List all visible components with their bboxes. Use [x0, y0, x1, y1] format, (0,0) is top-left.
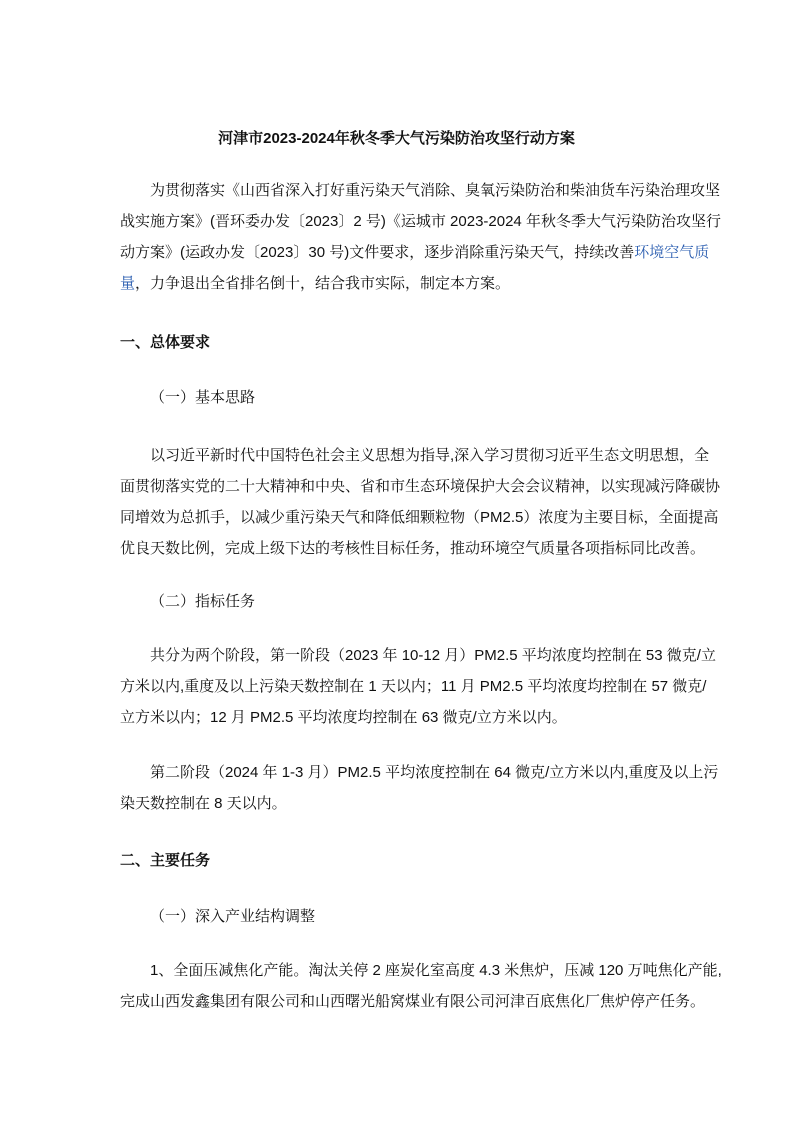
air-quality-link[interactable]: 环境空气质: [634, 244, 710, 261]
text-line: 面贯彻落实党的二十大精神和中央、省和市生态环境保护大会会议精神，以实现减污降碳协: [120, 478, 721, 495]
text-line: 立方米以内；12 月 PM2.5 平均浓度均控制在 63 微克/立方米以内。: [120, 709, 567, 726]
air-quality-link[interactable]: 量: [120, 275, 136, 292]
paragraph: [120, 446, 721, 570]
intro-paragraph: [120, 181, 721, 305]
document-title: 河津市2023-2024年秋冬季大气污染防治攻坚行动方案: [218, 130, 575, 147]
text-line: [120, 274, 690, 305]
section-heading: 二、主要任务: [120, 852, 211, 869]
text-line: 为贯彻落实《山西省深入打好重污染天气消除、臭氧污染防治和柴油货车污染治理攻坚: [150, 182, 721, 199]
text-line: 方米以内,重度及以上污染天数控制在 1 天以内；11 月 PM2.5 平均浓度均控制在 57 微克/: [120, 678, 707, 695]
text-line: 完成山西发鑫集团有限公司和山西曙光船窝煤业有限公司河津百底焦化厂焦炉停产任务。: [120, 993, 706, 1010]
text-line: [120, 243, 710, 274]
subsection-heading: （一）深入产业结构调整: [150, 908, 316, 925]
text-line: 优良天数比例，完成上级下达的考核性目标任务，推动环境空气质量各项指标同比改善。: [120, 540, 706, 557]
text-line: 同增效为总抓手，以减少重污染天气和降低细颗粒物（PM2.5）浓度为主要目标，全面提高: [120, 509, 719, 526]
text-segment: ，力争退出全省排名倒十，结合我市实际，制定本方案。: [135, 275, 511, 292]
text-line: 染天数控制在 8 天以内。: [120, 795, 287, 812]
text-line: 战实施方案》(晋环委办发〔2023〕2 号)《运城市 2023-2024 年秋冬季大气污染防治攻坚行: [120, 213, 721, 230]
paragraph: [120, 763, 719, 825]
subsection-heading: （一）基本思路: [150, 389, 256, 406]
text-line: 共分为两个阶段，第一阶段（2023 年 10-12 月）PM2.5 平均浓度均控制在 53 微克/立: [150, 647, 716, 664]
text-segment: 动方案》(运政办发〔2023〕30 号)文件要求，逐步消除重污染天气，持续改善: [120, 244, 635, 261]
paragraph: [120, 961, 722, 1023]
section-heading: 一、总体要求: [120, 334, 211, 351]
paragraph: [120, 646, 716, 739]
text-line: 以习近平新时代中国特色社会主义思想为指导,深入学习贯彻习近平生态文明思想，全: [150, 447, 710, 464]
subsection-heading: （二）指标任务: [150, 593, 256, 610]
text-line: 第二阶段（2024 年 1-3 月）PM2.5 平均浓度控制在 64 微克/立方米以内,重度及以上污: [150, 764, 719, 781]
text-line: 1、全面压减焦化产能。淘汰关停 2 座炭化室高度 4.3 米焦炉，压减 120 万吨焦化产能,: [150, 962, 722, 979]
